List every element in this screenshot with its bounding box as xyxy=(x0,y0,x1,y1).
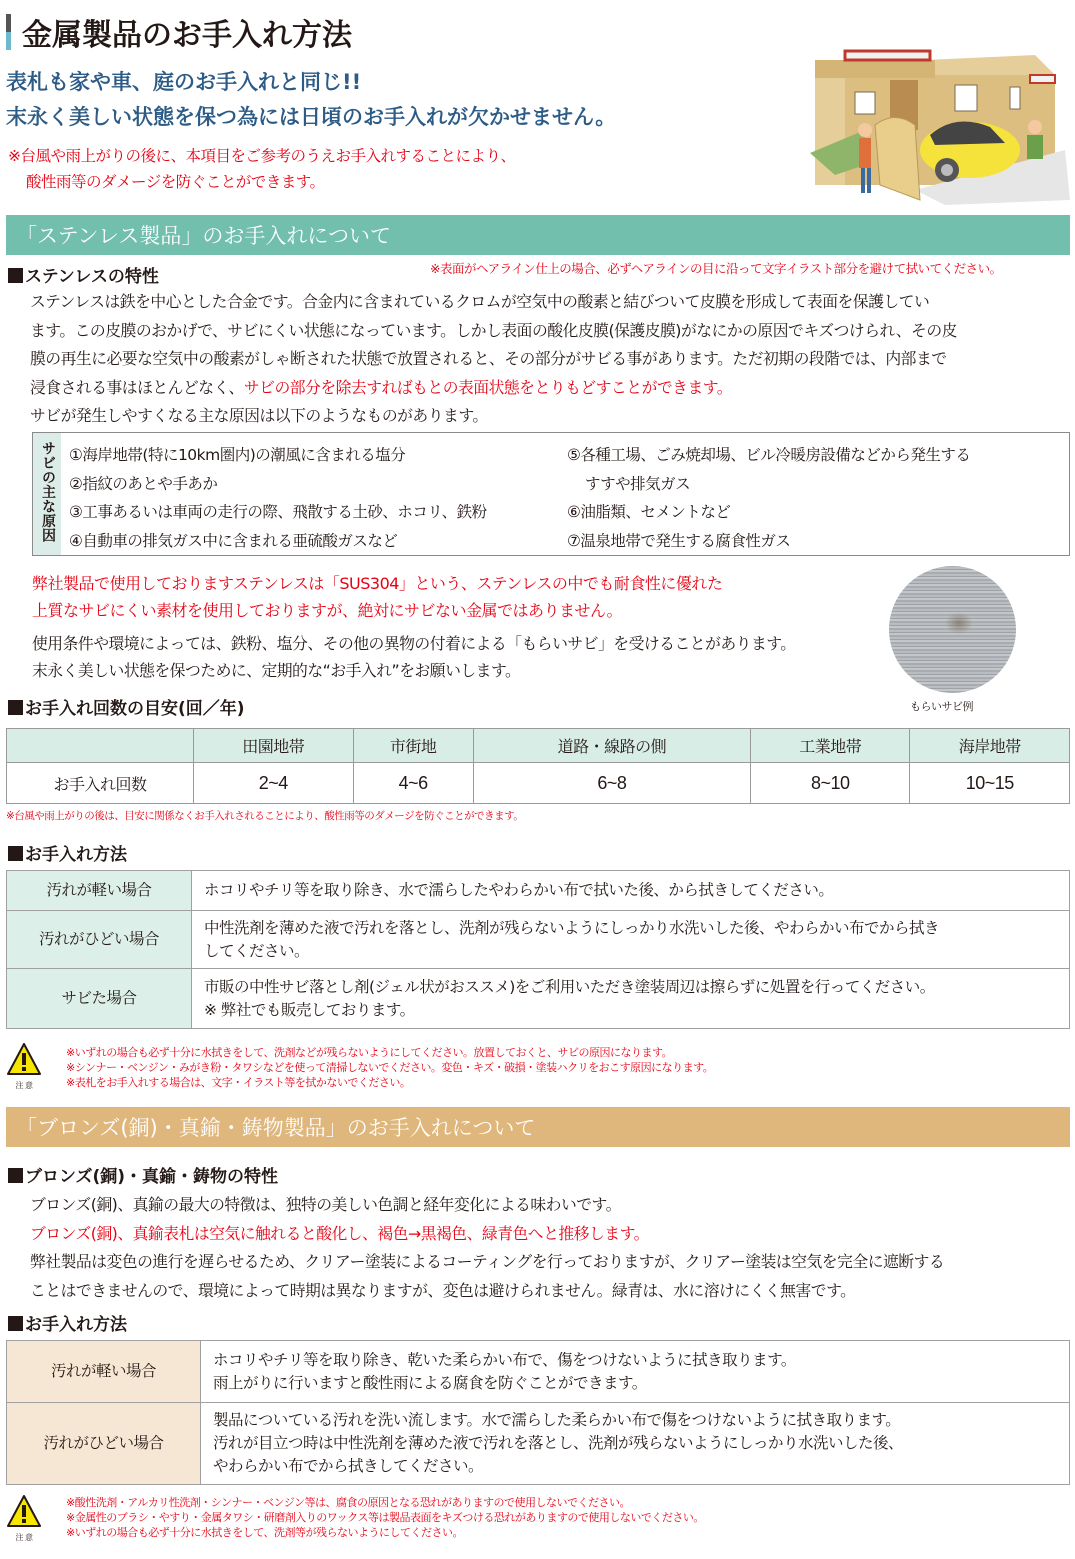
freq-header-cell xyxy=(7,729,194,763)
caution-badge xyxy=(6,1042,46,1091)
cause-item-continued: すすや排気ガス xyxy=(585,474,691,493)
care-method-line: ホコリやチリ等を取り除き、乾いた柔らかい布で、傷をつけないように拭き取ります。 xyxy=(213,1350,796,1369)
lead-line-1: 表札も家や車、庭のお手入れと同じ!! xyxy=(6,70,362,94)
stainless-para-line: ステンレスは鉄を中心とした合金です。合金内に含まれているクロムが空気中の酸素と結びついて皮膜を形成して表面を保護してい xyxy=(30,292,930,311)
lead-line-2: 末永く美しい状態を保つ為には日頃のお手入れが欠かせません。 xyxy=(6,105,617,129)
freq-note: ※台風や雨上がりの後は、目安に関係なくお手入れされることにより、酸性雨等のダメージを防ぐことができます。 xyxy=(6,810,524,822)
caution-label: 注 意 xyxy=(15,1081,33,1090)
morai-line: 末永く美しい状態を保つために、定期的な“お手入れ”をお願いします。 xyxy=(32,661,521,680)
bronze-care-heading: お手入れ方法 xyxy=(8,1310,127,1335)
freq-header-cell: 田園地帯 xyxy=(194,729,354,763)
title-accent-bar xyxy=(6,14,11,50)
freq-value-cell: 10~15 xyxy=(910,763,1070,804)
sus304-notice xyxy=(32,570,722,624)
cause-item: ③工事あるいは車両の走行の際、飛散する土砂、ホコリ、鉄粉 xyxy=(69,503,487,521)
freq-header-cell: 工業地帯 xyxy=(750,729,910,763)
care-method-line: ※ 弊社でも販売しております。 xyxy=(204,1000,415,1019)
cause-item: ⑥油脂類、セメントなど xyxy=(567,503,731,521)
freq-heading: お手入れ回数の目安(回／年) xyxy=(8,694,245,719)
freq-row-label: お手入れ回数 xyxy=(7,763,194,804)
caution-label: 注 意 xyxy=(15,1533,33,1542)
freq-value-cell: 8~10 xyxy=(750,763,910,804)
sus304-line: 弊社製品で使用しておりますステンレスは「SUS304」という、ステンレスの中でも耐食性に優れた xyxy=(32,574,723,593)
house-car-illustration xyxy=(795,35,1070,205)
rust-causes-label-text: サビの主な原因 xyxy=(40,441,56,543)
care-row xyxy=(7,871,1070,911)
care-row xyxy=(7,911,1070,969)
care-row xyxy=(7,1403,1070,1485)
stainless-para-line: 膜の再生に必要な空気中の酸素がしゃ断された状態で放置されると、その部分がサビる事があります。ただ初期の段階では、内部まで xyxy=(30,349,947,369)
care-method xyxy=(192,969,1070,1029)
care-method-line: 雨上がりに行いますと酸性雨による腐食を防ぐことができます。 xyxy=(213,1373,647,1392)
stainless-care-heading: お手入れ方法 xyxy=(8,840,127,865)
stainless-props-heading: ステンレスの特性 xyxy=(8,262,159,287)
care-method-line: ホコリやチリ等を取り除き、水で濡らしたやわらかい布で拭いた後、から拭きしてください。 xyxy=(204,881,834,899)
care-method xyxy=(192,911,1070,969)
cause-item: ⑤各種工場、ごみ焼却場、ビル冷暖房設備などから発生する xyxy=(567,446,971,464)
rust-example-image xyxy=(889,566,1016,693)
warning-line: ※いずれの場合も必ず十分に水拭きをして、洗剤などが残らないようにしてください。放置しておくと、サビの原因になります。 xyxy=(66,1046,673,1059)
stainless-care-table xyxy=(6,870,1070,1029)
bronze-para-line: 弊社製品は変色の進行を遅らせるため、クリアー塗装によるコーティングを行っておりますが、クリアー塗装は空気を完全に遮断する xyxy=(30,1252,945,1271)
stainless-paragraph xyxy=(30,288,1070,431)
rust-causes-box xyxy=(32,432,1070,556)
sus304-line: 上質なサビにくい素材を使用しておりますが、絶対にサビない金属ではありません。 xyxy=(32,601,622,620)
care-method-line: やわらかい布でから拭きしてください。 xyxy=(213,1457,484,1475)
para-text: 浸食される事はほとんどなく、 xyxy=(30,377,244,397)
care-case: 汚れがひどい場合 xyxy=(7,911,192,969)
care-case: 汚れが軽い場合 xyxy=(7,1341,201,1403)
warning-line: ※表札をお手入れする場合は、文字・イラスト等を拭かないでください。 xyxy=(66,1076,411,1089)
care-case: サビた場合 xyxy=(7,969,192,1029)
warning-triangle-icon xyxy=(6,1042,42,1076)
freq-header-cell: 市街地 xyxy=(353,729,473,763)
freq-header-row xyxy=(7,729,1070,763)
warning-line: ※金属性のブラシ・やすり・金属タワシ・研磨剤入りのワックス等は製品表面をキズつける恐れがありますので使用しないでください。 xyxy=(66,1511,704,1524)
cause-item: ②指紋のあとや手あか xyxy=(69,474,218,493)
care-method xyxy=(201,1341,1070,1403)
rust-example-caption: もらいサビ例 xyxy=(910,700,973,713)
section-header-bronze: 「ブロンズ(銅)・真鍮・鋳物製品」のお手入れについて xyxy=(6,1107,1070,1147)
stainless-para-line: ます。この皮膜のおかげで、サビにくい状態になっています。しかし表面の酸化皮膜(保護皮膜)がなにかの原因でキズつけられ、その皮 xyxy=(30,320,957,340)
warning-line: ※酸性洗剤・アルカリ性洗剤・シンナー・ベンジン等は、腐食の原因となる恐れがありますので使用しないでください。 xyxy=(66,1496,630,1509)
bronze-care-table xyxy=(6,1340,1070,1485)
care-case: 汚れが軽い場合 xyxy=(7,871,192,911)
stainless-warnings xyxy=(66,1045,713,1090)
cause-item: ④自動車の排気ガス中に含まれる亜硫酸ガスなど xyxy=(69,531,398,550)
care-method-line: 市販の中性サビ落とし剤(ジェル状がおススメ)をご利用いただき塗装周辺は擦らずに処置を行ってください。 xyxy=(204,977,935,996)
bronze-para-line: ことはできませんので、環境によって時期は異なりますが、変色は避けられません。緑青は、水に溶けにくく無害です。 xyxy=(30,1280,856,1300)
bronze-warnings xyxy=(66,1495,704,1540)
freq-header-cell: 海岸地帯 xyxy=(910,729,1070,763)
freq-value-cell: 6~8 xyxy=(473,763,750,804)
page-title: 金属製品のお手入れ方法 xyxy=(22,18,352,53)
care-frequency-table xyxy=(6,728,1070,804)
hairline-note: ※表面がヘアライン仕上の場合、必ずヘアラインの目に沿って文字イラスト部分を避けて拭いてください。 xyxy=(430,261,1002,276)
freq-header-cell: 道路・線路の側 xyxy=(473,729,750,763)
freq-value-cell: 2~4 xyxy=(194,763,354,804)
care-row xyxy=(7,969,1070,1029)
care-method xyxy=(201,1403,1070,1485)
care-case: 汚れがひどい場合 xyxy=(7,1403,201,1485)
cause-item: ⑦温泉地帯で発生する腐食性ガス xyxy=(567,531,791,550)
care-row xyxy=(7,1341,1070,1403)
warning-line: ※シンナー・ベンジン・みがき粉・タワシなどを使って清掃しないでください。変色・キズ・破損・塗装ハクリをおこす原因になります。 xyxy=(66,1061,714,1074)
care-method-line: 製品についている汚れを洗い流します。水で濡らした柔らかい布で傷をつけないように拭き取ります。 xyxy=(213,1411,901,1429)
top-note-line-1: ※台風や雨上がりの後に、本項目をご参考のうえお手入れすることにより、 xyxy=(8,147,516,165)
bronze-props-heading: ブロンズ(銅)・真鍮・鋳物の特性 xyxy=(8,1162,278,1187)
freq-value-row xyxy=(7,763,1070,804)
rust-causes-label xyxy=(33,433,61,555)
care-method-line: してください。 xyxy=(204,941,310,960)
care-method xyxy=(192,871,1070,911)
caution-badge xyxy=(6,1494,46,1543)
morai-sabi-notice xyxy=(32,630,796,684)
top-note-line-2: 酸性雨等のダメージを防ぐことができます。 xyxy=(26,173,325,191)
bronze-para-line-red: ブロンズ(銅)、真鍮表札は空気に触れると酸化し、褐色→黒褐色、緑青色へと推移します。 xyxy=(30,1223,649,1243)
warning-triangle-icon xyxy=(6,1494,42,1528)
bronze-para-line: ブロンズ(銅)、真鍮の最大の特徴は、独特の美しい色調と経年変化による味わいです。 xyxy=(30,1195,621,1214)
causes-left-column xyxy=(69,441,487,555)
causes-right-column xyxy=(567,441,970,555)
cause-item: ①海岸地帯(特に10km圏内)の潮風に含まれる塩分 xyxy=(69,446,406,464)
para-highlight-red: サビの部分を除去すればもとの表面状態をとりもどすことができます。 xyxy=(243,377,733,397)
stainless-para-line: サビが発生しやすくなる主な原因は以下のようなものがあります。 xyxy=(30,406,488,426)
freq-value-cell: 4~6 xyxy=(353,763,473,804)
morai-line: 使用条件や環境によっては、鉄粉、塩分、その他の異物の付着による「もらいサビ」を受けることがあります。 xyxy=(32,634,796,653)
warning-line: ※いずれの場合も必ず十分に水拭きをして、洗剤等が残らないようにしてください。 xyxy=(66,1526,463,1539)
stainless-para-line xyxy=(30,374,1070,403)
care-method-line: 汚れが目立つ時は中性洗剤を薄めた液で汚れを落とし、洗剤が残らないようにしっかり水洗いした後、 xyxy=(213,1434,904,1452)
care-method-line: 中性洗剤を薄めた液で汚れを落とし、洗剤が残らないようにしっかり水洗いした後、やわらかい布でから拭き xyxy=(204,918,940,937)
section-header-stainless: 「ステンレス製品」のお手入れについて xyxy=(6,215,1070,255)
bronze-paragraph xyxy=(30,1191,1070,1305)
